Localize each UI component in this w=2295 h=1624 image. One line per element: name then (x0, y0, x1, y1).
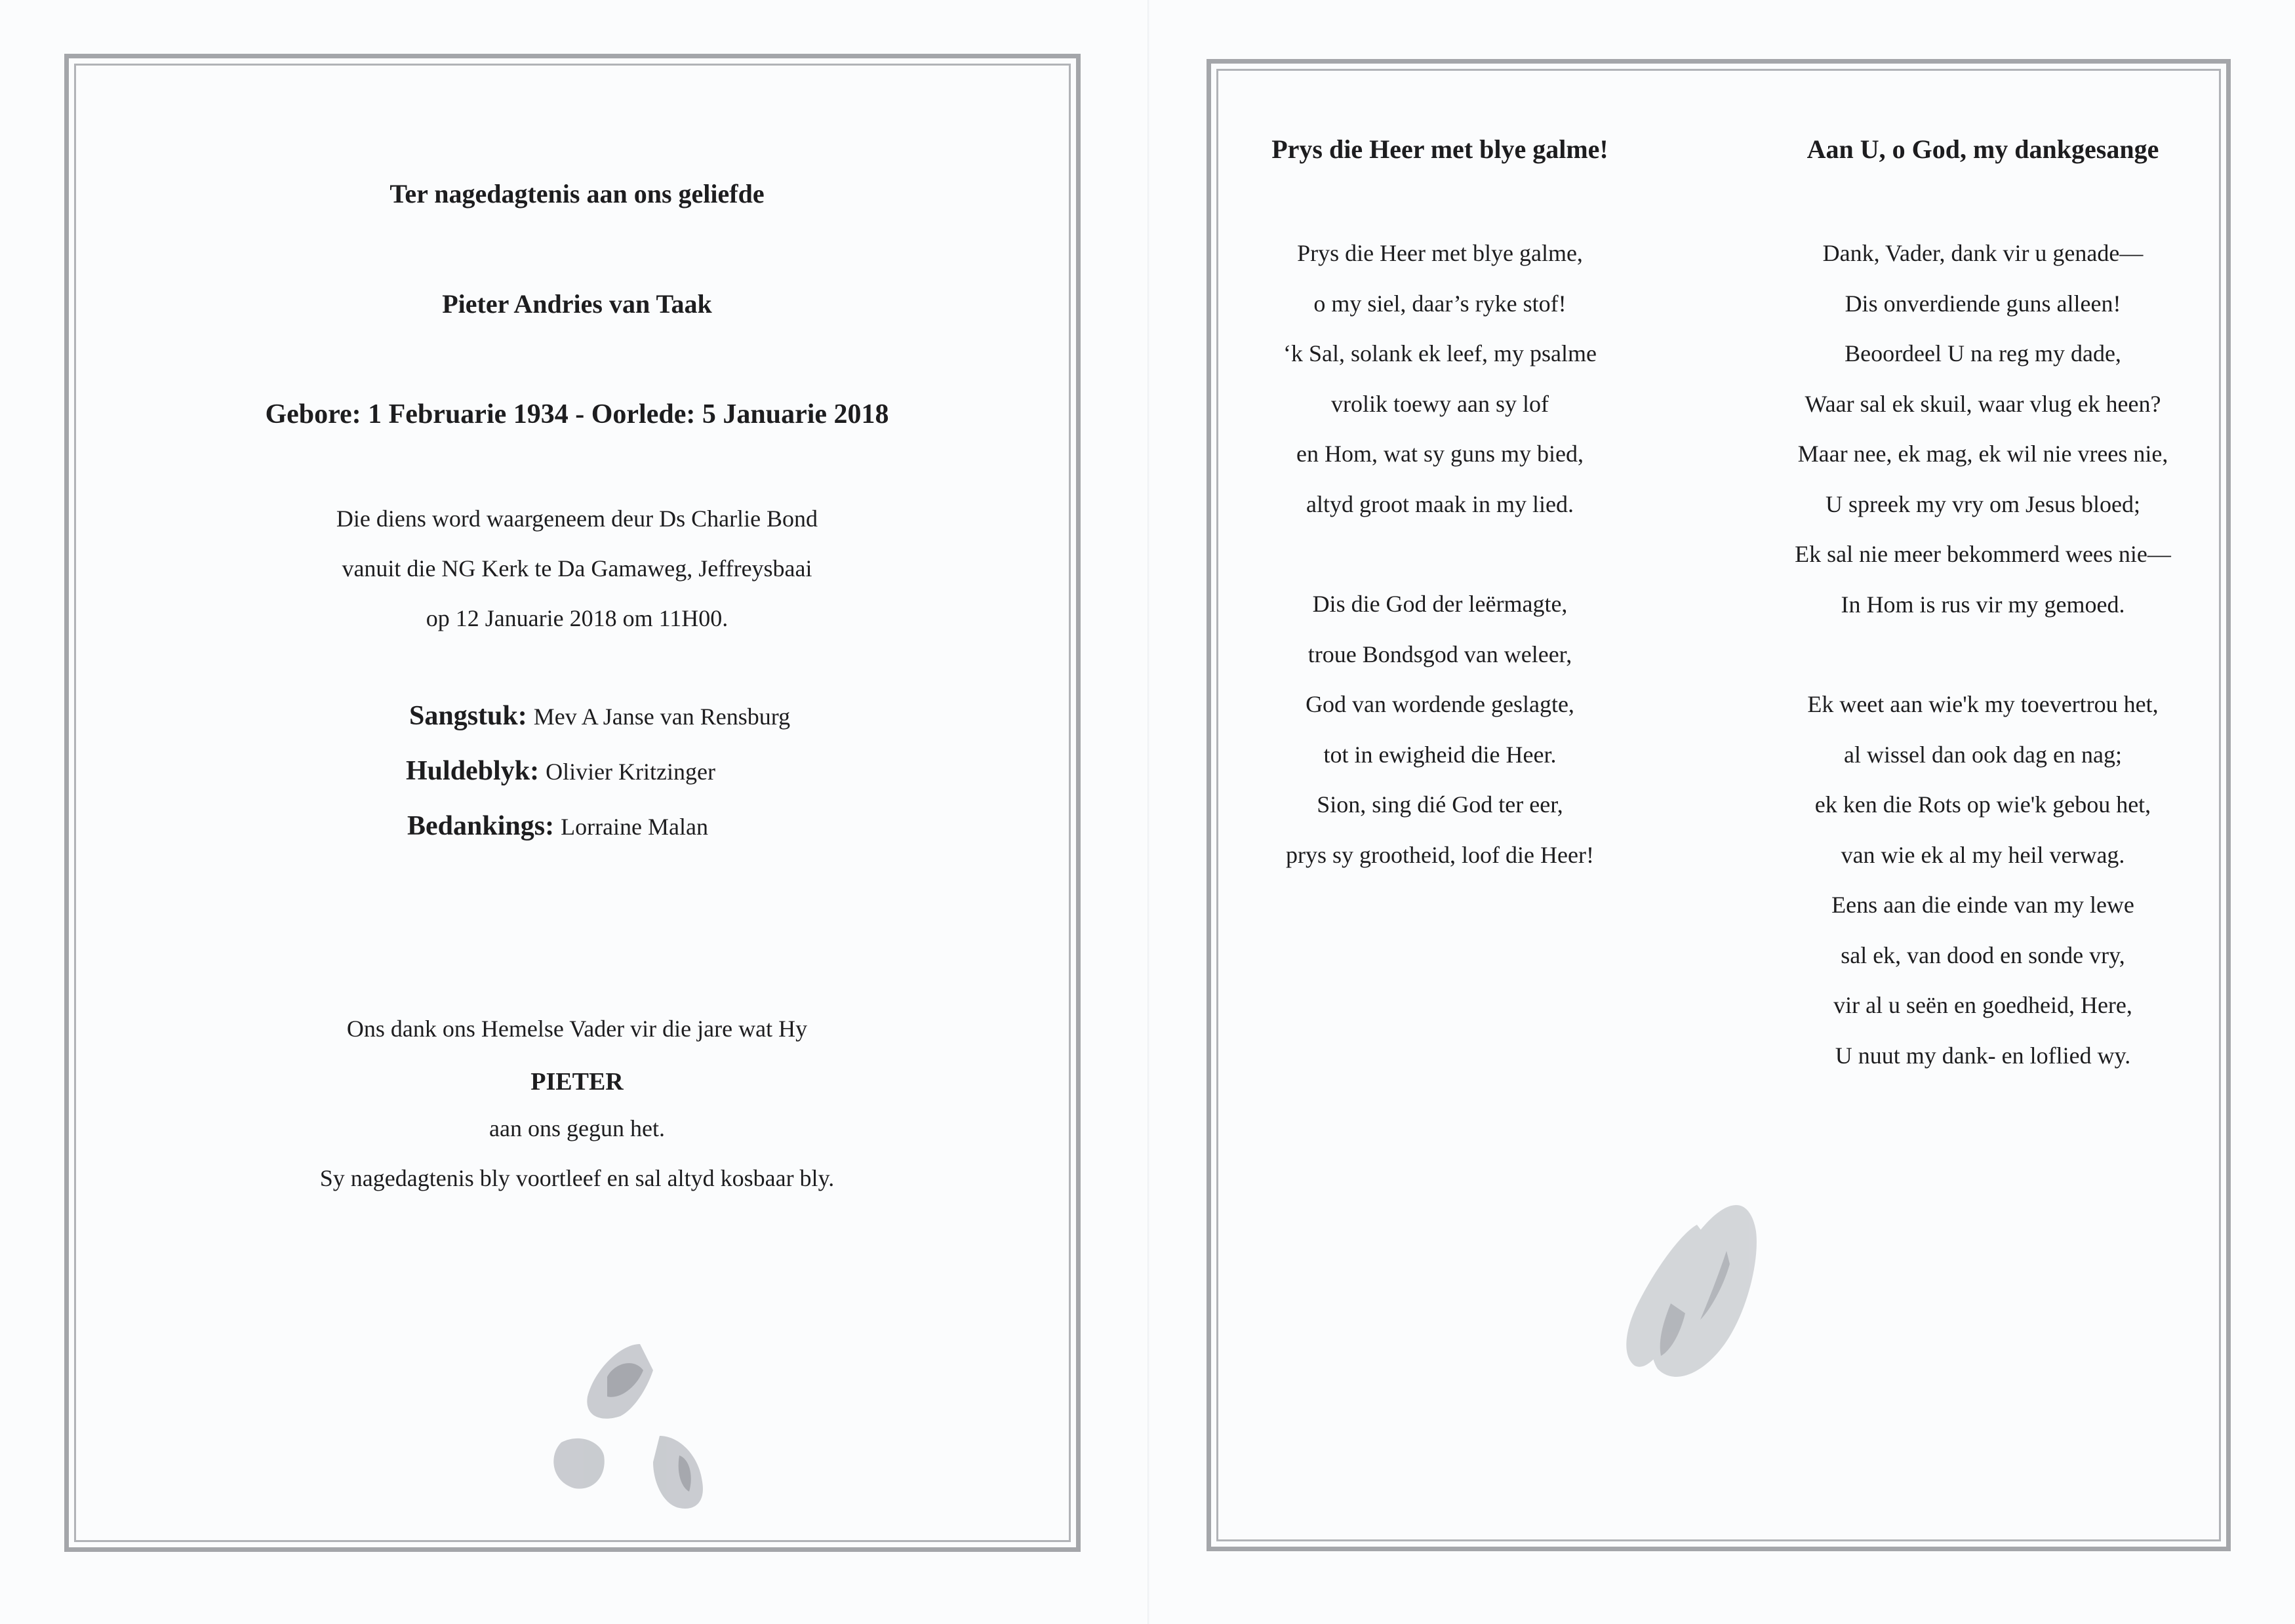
verse-line: Beoordeel U na reg my dade, (1845, 340, 2121, 366)
verse-line: Ek sal nie meer bekommerd wees nie— (1795, 541, 2171, 567)
verse-line: sal ek, van dood en sonde vry, (1841, 941, 2125, 968)
hymn-column-1 (1210, 133, 1669, 880)
deceased-name: Pieter Andries van Taak (442, 289, 712, 319)
praying-hands-icon (522, 1324, 738, 1541)
thanks-line: Sy nagedagtenis bly voortleef en sal altyd kosbaar bly. (319, 1165, 835, 1191)
thanks-line: aan ons gegun het. (489, 1115, 665, 1141)
verse-line: Sion, sing dié God ter eer, (1317, 791, 1563, 818)
verse-line: prys sy grootheid, loof die Heer! (1286, 841, 1594, 868)
credit-row (407, 810, 708, 842)
verse-line: ‘k Sal, solank ek leef, my psalme (1283, 340, 1597, 366)
verse-line: Dis onverdiende guns alleen! (1845, 290, 2121, 317)
verse-line: Waar sal ek skuil, waar vlug ek heen? (1805, 390, 2161, 417)
verse-line: Eens aan die einde van my lewe (1831, 892, 2134, 918)
verse-line: en Hom, wat sy guns my bied, (1296, 441, 1584, 467)
verse-line: U nuut my dank- en loflied wy. (1835, 1042, 2131, 1069)
verse-line: al wissel dan ook dag en nag; (1844, 741, 2122, 768)
verse-line: ek ken die Rots op wie'k gebou het, (1814, 791, 2151, 818)
verse-line: U spreek my vry om Jesus bloed; (1826, 490, 2140, 517)
verse-line: tot in ewigheid die Heer. (1323, 741, 1557, 768)
credit-row (406, 755, 715, 787)
hymn-title: Prys die Heer met blye galme! (1271, 134, 1608, 164)
hymn-title: Aan U, o God, my dankgesange (1806, 134, 2159, 164)
verse-line: van wie ek al my heil verwag. (1841, 841, 2125, 868)
fold-line (1148, 0, 1149, 1624)
credit-name: Olivier Kritzinger (546, 759, 715, 785)
verse-line: altyd groot maak in my lied. (1306, 490, 1574, 517)
left-page-inner-frame (74, 64, 1071, 1542)
verse-line: Dank, Vader, dank vir u genade— (1822, 240, 2144, 266)
verse-line: Maar nee, ek mag, ek wil nie vrees nie, (1797, 441, 2168, 467)
verse-line: In Hom is rus vir my gemoed. (1841, 591, 2125, 618)
service-line: Die diens word waargeneem deur Ds Charlie Bond (336, 505, 818, 532)
credit-name: Lorraine Malan (561, 814, 708, 840)
service-line: op 12 Januarie 2018 om 11H00. (426, 605, 728, 631)
verse-line: troue Bondsgod van weleer, (1307, 641, 1572, 667)
service-line: vanuit die NG Kerk te Da Gamaweg, Jeffreysbaai (342, 555, 812, 582)
credit-role: Bedankings: (407, 811, 555, 841)
credit-role: Huldeblyk: (406, 756, 540, 786)
right-page-inner-frame (1216, 69, 2221, 1541)
verse-line: vrolik toewy aan sy lof (1331, 390, 1549, 417)
thanks-line: Ons dank ons Hemelse Vader vir die jare wat Hy (346, 1016, 808, 1042)
dates-line: Gebore: 1 Februarie 1934 - Oorlede: 5 Januarie 2018 (265, 399, 889, 429)
stanza-gap (1753, 629, 2212, 679)
memorial-heading: Ter nagedagtenis aan ons geliefde (389, 179, 765, 208)
left-page (64, 54, 1081, 1552)
credit-name: Mev A Janse van Rensburg (533, 703, 791, 730)
verse-line: o my siel, daar’s ryke stof! (1313, 290, 1567, 317)
right-page (1207, 59, 2231, 1551)
credit-row (409, 700, 790, 732)
thanks-name: PIETER (530, 1068, 624, 1096)
verse-line: Prys die Heer met blye galme, (1297, 240, 1583, 266)
verse-line: God van wordende geslagte, (1306, 691, 1574, 717)
verse-line: Dis die God der leërmagte, (1312, 591, 1568, 617)
credit-role: Sangstuk: (409, 701, 527, 731)
verse-line: Ek weet aan wie'k my toevertrou het, (1807, 691, 2159, 717)
verse-line: vir al u seën en goedheid, Here, (1833, 992, 2132, 1018)
hymn-column-2 (1753, 133, 2212, 1080)
stanza-gap (1210, 529, 1669, 579)
praying-hands-icon (1572, 1179, 1808, 1415)
